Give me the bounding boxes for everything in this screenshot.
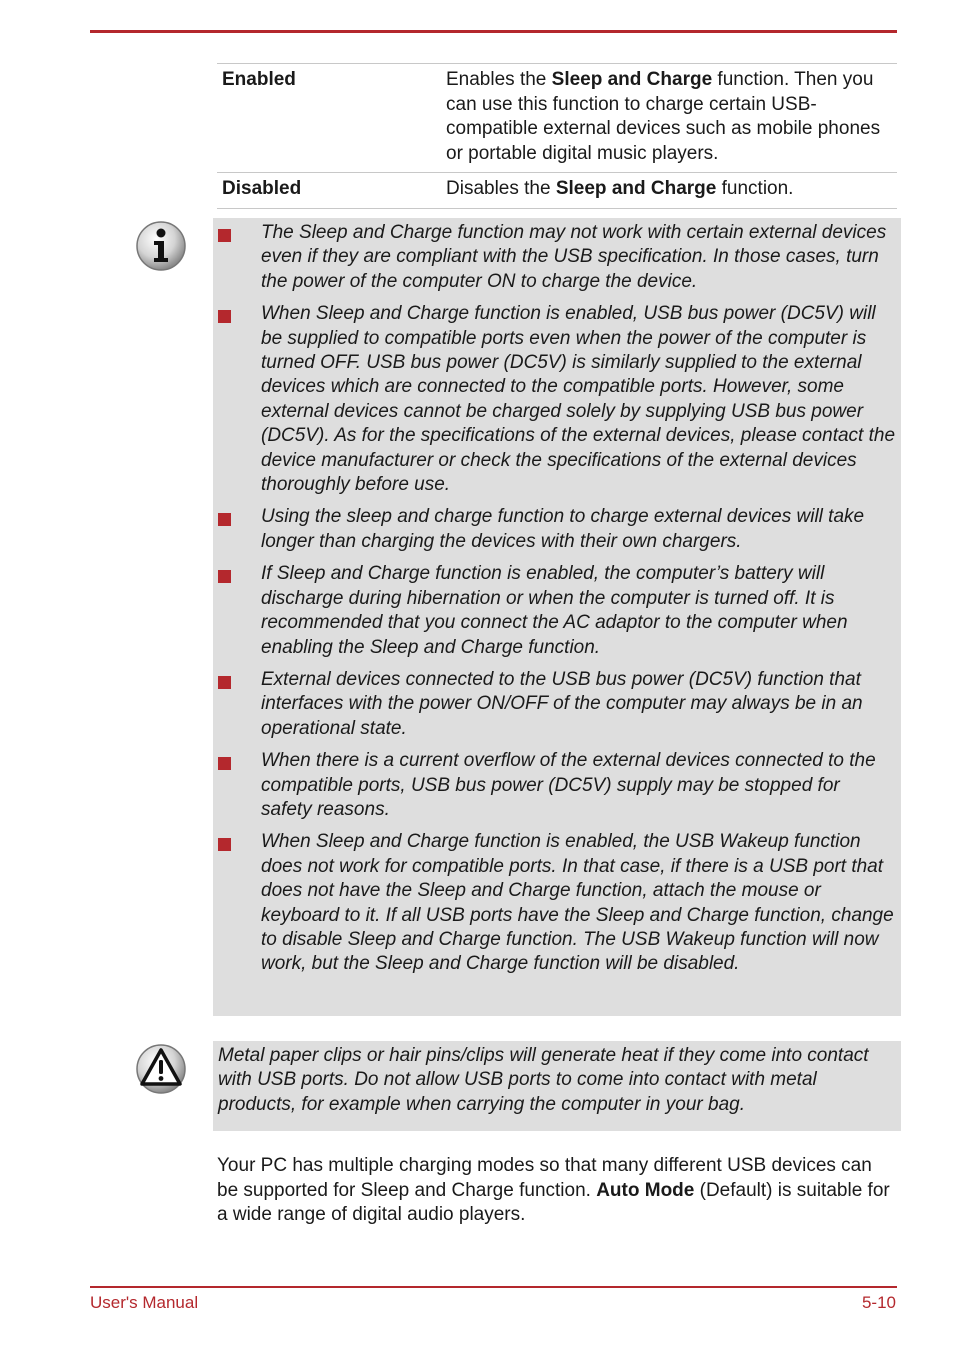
list-item: When Sleep and Charge function is enabled, USB bus power (DC5V) will be supplied to compatible ports even when the power of the computer is turned OFF. USB bus power (DC5V) is similarly supplied to the external devices which are connected to the compatible ports. However, some external devices cannot be charged solely by supplying USB bus power (DC5V). As for the specifications of the external devices, please contact the device manufacturer or check the specifications of the external devices thoroughly before use.	[213, 302, 895, 497]
footer-manual-title: User's Manual	[90, 1293, 199, 1312]
settings-table	[217, 63, 897, 209]
caution-text: Metal paper clips or hair pins/clips will generate heat if they come into contact with USB ports. Do not allow USB ports to come into contact with metal products, for example when carrying the computer in your bag.	[218, 1045, 869, 1115]
square-bullet-icon	[218, 838, 231, 851]
info-icon	[135, 220, 187, 272]
body-paragraph: Your PC has multiple charging modes so that many different USB devices can be supported for Sleep and Charge function. Auto Mode (Default) is suitable for a wide range of digital audio players.	[217, 1155, 890, 1225]
list-item: Using the sleep and charge function to charge external devices will take longer than charging the devices with their own chargers.	[213, 505, 895, 554]
list-item: When Sleep and Charge function is enabled, the USB Wakeup function does not work for compatible ports. In that case, if there is a USB port that does not have the Sleep and Charge function, attach the mouse or keyboard to it. If all USB ports have the Sleep and Charge function, change to disable Sleep and Charge function. The USB Wakeup function will now work, but the Sleep and Charge function will be disabled.	[213, 830, 895, 976]
table-row	[217, 173, 897, 209]
description-cell: Enables the Sleep and Charge function. Then you can use this function to charge certain USB-compatible external devices such as mobile phones or portable digital music players.	[441, 64, 897, 173]
term-cell: Disabled	[217, 173, 441, 209]
square-bullet-icon	[218, 513, 231, 526]
table-row	[217, 64, 897, 173]
square-bullet-icon	[218, 570, 231, 583]
list-item: If Sleep and Charge function is enabled, the computer’s battery will discharge during hibernation or when the computer is turned off. It is recommended that you connect the AC adaptor to the computer when enabling the Sleep and Charge function.	[213, 562, 895, 660]
footer-rule	[90, 1286, 897, 1288]
list-item: The Sleep and Charge function may not work with certain external devices even if they are compliant with the USB specification. In those cases, turn the power of the computer ON to charge the device.	[213, 221, 895, 294]
square-bullet-icon	[218, 757, 231, 770]
header-rule	[90, 30, 897, 33]
description-cell: Disables the Sleep and Charge function.	[441, 173, 897, 209]
note-list	[213, 218, 901, 977]
list-item: When there is a current overflow of the external devices connected to the compatible ports, USB bus power (DC5V) supply may be stopped for safety reasons.	[213, 749, 895, 822]
term-cell: Enabled	[217, 64, 441, 173]
square-bullet-icon	[218, 676, 231, 689]
warning-icon	[135, 1043, 187, 1095]
page-number: 5-10	[861, 1293, 896, 1312]
caution-box	[213, 1041, 901, 1131]
note-box	[213, 218, 901, 1016]
square-bullet-icon	[218, 310, 231, 323]
list-item: External devices connected to the USB bus power (DC5V) function that interfaces with the power ON/OFF of the computer may always be in an operational state.	[213, 668, 895, 741]
square-bullet-icon	[218, 229, 231, 242]
